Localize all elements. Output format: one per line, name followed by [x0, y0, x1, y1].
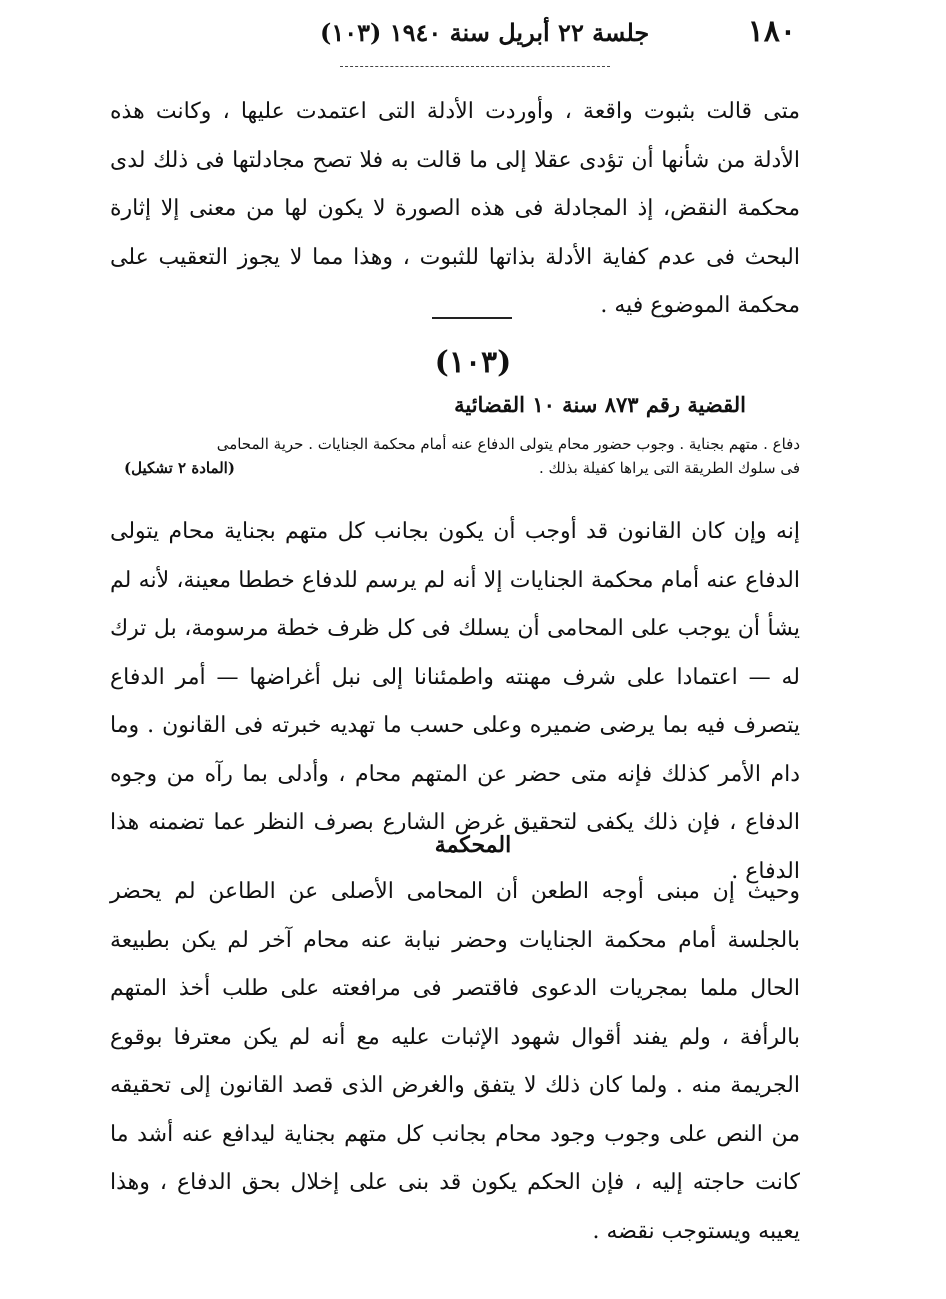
judgment-heading: المحكمة [434, 832, 512, 858]
judgment-paragraph: وحيث إن مبنى أوجه الطعن أن المحامى الأصلى عن الطاعن لم يحضر بالجلسة أمام محكمة الجنايات وحضر نيابة عنه محام آخر لم يكن بطبيعة الحال ملما بمجريات الدعوى فاقتصر فى مرافعته على طلب أخذ المتهم بالرأفة ، ولم يفند أقوال شهود الإثبات عليه مع أنه لم يكن معترفا بوقوع الجريمة منه . ولما كان ذلك لا يتفق والغرض الذى قصد القانون إلى تحقيقه من النص على وجوب وجود محام بجانب كل متهم بجناية ليدافع عنه أشد ما كانت حاجته إليه ، فإن الحكم يكون قد بنى على إخلال بحق الدفاع ، وهذا يعيبه ويستوجب نقضه . [110, 879, 800, 1244]
case-reference: القضية رقم ٨٧٣ سنة ١٠ القضائية [454, 392, 746, 417]
legal-principle-paragraph: إنه وإن كان القانون قد أوجب أن يكون بجانب كل متهم بجناية محام يتولى الدفاع عنه أمام محكمة الجنايات إلا أنه لم يرسم للدفاع خططا معينة، لأنه لم يشأ أن يوجب على المحامى أن يسلك فى كل ظرف خطة مرسومة، بل ترك له — اعتمادا على شرف مهنته واطمئنانا إلى نبل أغراضها — أمر الدفاع يتصرف فيه بما يرضى ضميره وعلى حسب ما تهديه خبرته فى القانون . وما دام الأمر كذلك فإنه متى حضر عن المتهم محام ، وأدلى بما رآه من وجوه الدفاع ، فإن ذلك يكفى لتحقيق غرض الشارع بصرف النظر عما تضمنه هذا الدفاع . [110, 519, 800, 884]
page-number: ١٨٠ [747, 14, 796, 49]
headnote-line-1: دفاع . متهم بجناية . وجوب حضور محام يتولى الدفاع عنه أمام محكمة الجنايات . حرية المحامى [216, 435, 800, 453]
decision-number: (١٠٣) [434, 345, 512, 380]
headnote-article-ref: (المادة ٢ تشكيل) [124, 459, 235, 477]
headnote-summary [110, 432, 800, 480]
headnote-line-2-row [110, 456, 800, 480]
headnote-line-2: فى سلوك الطريقة التى يراها كفيلة بذلك . [539, 459, 800, 477]
section-separator [432, 317, 512, 319]
running-head: جلسة ٢٢ أبريل سنة ١٩٤٠ (١٠٣) [320, 18, 650, 47]
page-header [0, 14, 946, 54]
continuation-paragraph: متى قالت بثبوت واقعة ، وأوردت الأدلة التى اعتمدت عليها ، وكانت هذه الأدلة من شأنها أن تؤدى عقلا إلى ما قالت به فلا تصح مجادلتها فى ذلك لدى محكمة النقض، إذ المجادلة فى هذه الصورة لا يكون لها من معنى إلا إثارة البحث فى عدم كفاية الأدلة بذاتها للثبوت ، وهذا مما لا يجوز التعقيب على محكمة الموضوع فيه . [110, 99, 800, 318]
header-rule [340, 66, 610, 67]
